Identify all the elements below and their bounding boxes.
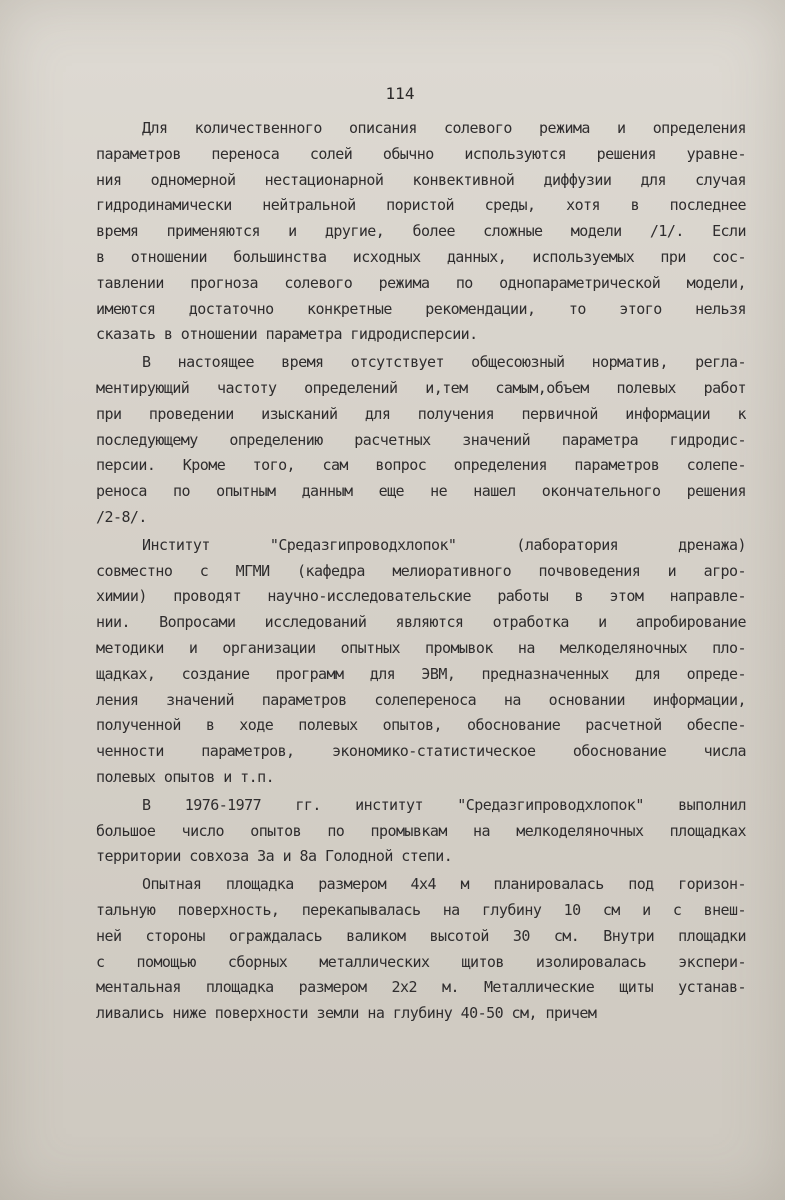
- text-line: Для количественного описания солевого режима и определения: [142, 119, 746, 137]
- text-line: гидродинамически нейтральной пористой среды, хотя в последнее: [96, 196, 746, 215]
- text-line: тальную поверхность, перекапывалась на глубину 10 см и с внеш-: [96, 900, 746, 919]
- text-line: в отношении большинства исходных данных, используемых при сос-: [96, 247, 746, 266]
- text-line: время применяются и другие, более сложные модели /1/. Если: [96, 222, 746, 241]
- text-line: ливались ниже поверхности земли на глубину 40-50 см, причем: [96, 1004, 597, 1023]
- text-line: ментальная площадка размером 2х2 м. Металлические щиты устанав-: [96, 978, 746, 997]
- paragraph: [96, 116, 746, 348]
- text-line: химии) проводят научно-исследовательские работы в этом направле-: [96, 587, 746, 606]
- text-line: В 1976-1977 гг. институт "Средазгипроводхлопок" выполнил: [142, 795, 746, 814]
- text-line: ления значений параметров солепереноса на основании информации,: [96, 690, 746, 709]
- text-line: тавлении прогноза солевого режима по однопараметрической модели,: [96, 273, 746, 292]
- text-line: последующему определению расчетных значений параметра гидродис-: [96, 430, 746, 449]
- text-line: Институт "Средазгипроводхлопок" (лаборатория дренажа): [142, 535, 746, 554]
- text-line: параметров переноса солей обычно используются решения уравне-: [96, 144, 746, 163]
- text-line: методики и организации опытных промывок на мелкоделяночных пло-: [96, 638, 746, 657]
- text-line: ния одномерной нестационарной конвективной диффузии для случая: [96, 170, 746, 189]
- text-line: нии. Вопросами исследований являются отработка и апробирование: [96, 613, 746, 632]
- text-line: ней стороны ограждалась валиком высотой 30 см. Внутри площадки: [96, 926, 746, 945]
- text-line: полевых опытов и т.п.: [96, 767, 275, 786]
- text-line: совместно с МГМИ (кафедра мелиоративного почвоведения и агро-: [96, 561, 746, 580]
- text-line: реноса по опытным данным еще не нашел окончательного решения: [96, 482, 746, 501]
- page-number: 114: [385, 84, 415, 103]
- text-line: /2-8/.: [96, 507, 147, 526]
- paragraph: [96, 872, 746, 1027]
- text-line: сказать в отношении параметра гидродисперсии.: [96, 325, 478, 344]
- text-line: территории совхоза 3а и 8а Голодной степи.: [96, 847, 453, 866]
- text-line: В настоящее время отсутствует общесоюзный норматив, регла-: [142, 353, 746, 372]
- text-line: персии. Кроме того, сам вопрос определения параметров солепе-: [96, 456, 746, 475]
- text-line: Опытная площадка размером 4х4 м планировалась под горизон-: [142, 875, 746, 894]
- text-line: полученной в ходе полевых опытов, обоснование расчетной обеспе-: [96, 716, 746, 735]
- text-line: с помощью сборных металлических щитов изолировалась экспери-: [96, 952, 746, 971]
- paragraph: [96, 350, 746, 531]
- text-line: щадках, создание программ для ЭВМ, предназначенных для опреде-: [96, 664, 746, 683]
- text-line: при проведении изысканий для получения первичной информации к: [96, 404, 746, 423]
- document-body: [96, 116, 746, 1027]
- text-line: ченности параметров, экономико-статистическое обоснование числа: [96, 742, 746, 761]
- text-line: большое число опытов по промывкам на мелкоделяночных площадках: [96, 821, 746, 840]
- text-line: имеются достаточно конкретные рекомендации, то этого нельзя: [96, 299, 746, 318]
- paragraph: [96, 533, 746, 791]
- text-line: ментирующий частоту определений и,тем самым,объем полевых работ: [96, 378, 746, 397]
- paragraph: [96, 793, 746, 870]
